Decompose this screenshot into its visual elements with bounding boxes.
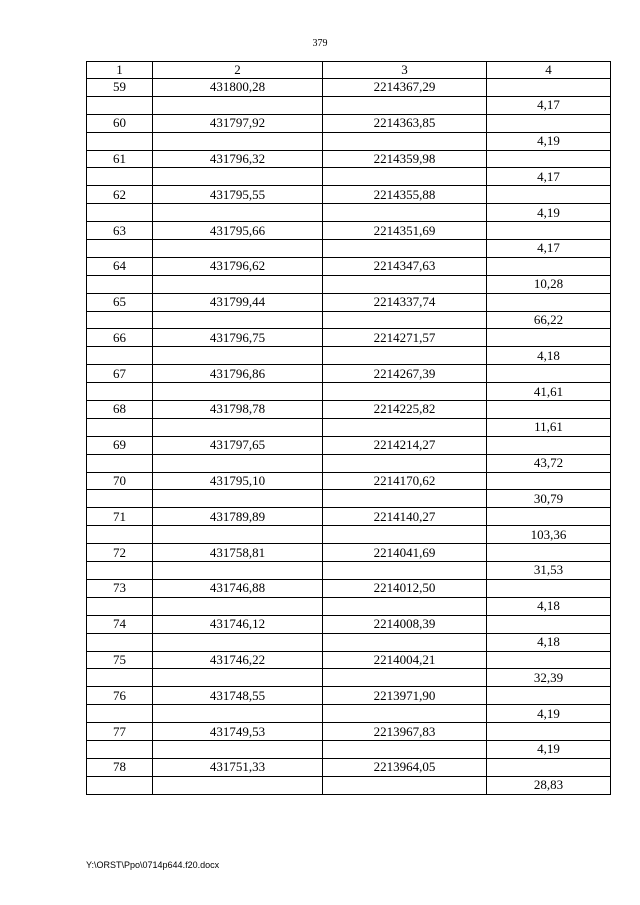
empty-cell: [323, 240, 487, 258]
x-coordinate-cell: 431796,62: [153, 257, 323, 275]
x-coordinate-cell: 431796,86: [153, 365, 323, 383]
empty-cell: [487, 114, 611, 132]
y-coordinate-cell: 2214012,50: [323, 579, 487, 597]
table-row: [87, 472, 611, 490]
empty-cell: [87, 275, 153, 293]
point-number-cell: 70: [87, 472, 153, 490]
empty-cell: [87, 526, 153, 544]
empty-cell: [87, 597, 153, 615]
point-number-cell: 65: [87, 293, 153, 311]
empty-cell: [153, 132, 323, 150]
empty-cell: [323, 669, 487, 687]
table-row: [87, 168, 611, 186]
table-row: [87, 329, 611, 347]
table-row: [87, 257, 611, 275]
empty-cell: [323, 740, 487, 758]
empty-cell: [87, 669, 153, 687]
y-coordinate-cell: 2214363,85: [323, 114, 487, 132]
table-row: [87, 436, 611, 454]
table-row: [87, 79, 611, 97]
distance-cell: 66,22: [487, 311, 611, 329]
empty-cell: [87, 562, 153, 580]
empty-cell: [487, 758, 611, 776]
x-coordinate-cell: 431789,89: [153, 508, 323, 526]
y-coordinate-cell: 2214337,74: [323, 293, 487, 311]
table-row: [87, 615, 611, 633]
empty-cell: [153, 168, 323, 186]
x-coordinate-cell: 431758,81: [153, 544, 323, 562]
empty-cell: [487, 401, 611, 419]
column-header: 3: [323, 62, 487, 79]
table-row: [87, 150, 611, 168]
table-row: [87, 562, 611, 580]
table-row: [87, 633, 611, 651]
empty-cell: [323, 776, 487, 794]
empty-cell: [87, 454, 153, 472]
point-number-cell: 67: [87, 365, 153, 383]
empty-cell: [487, 365, 611, 383]
empty-cell: [87, 168, 153, 186]
x-coordinate-cell: 431796,32: [153, 150, 323, 168]
empty-cell: [87, 240, 153, 258]
empty-cell: [153, 383, 323, 401]
point-number-cell: 71: [87, 508, 153, 526]
table-row: [87, 723, 611, 741]
column-header: 4: [487, 62, 611, 79]
table-row: [87, 383, 611, 401]
point-number-cell: 69: [87, 436, 153, 454]
empty-cell: [323, 204, 487, 222]
x-coordinate-cell: 431746,22: [153, 651, 323, 669]
table-row: [87, 740, 611, 758]
point-number-cell: 61: [87, 150, 153, 168]
table-row: [87, 526, 611, 544]
empty-cell: [87, 204, 153, 222]
empty-cell: [153, 454, 323, 472]
point-number-cell: 59: [87, 79, 153, 97]
y-coordinate-cell: 2214267,39: [323, 365, 487, 383]
empty-cell: [153, 204, 323, 222]
x-coordinate-cell: 431749,53: [153, 723, 323, 741]
y-coordinate-cell: 2214347,63: [323, 257, 487, 275]
empty-cell: [153, 705, 323, 723]
point-number-cell: 76: [87, 687, 153, 705]
empty-cell: [87, 776, 153, 794]
empty-cell: [323, 454, 487, 472]
table-row: [87, 508, 611, 526]
point-number-cell: 66: [87, 329, 153, 347]
distance-cell: 28,83: [487, 776, 611, 794]
point-number-cell: 60: [87, 114, 153, 132]
table-row: [87, 132, 611, 150]
empty-cell: [323, 347, 487, 365]
empty-cell: [87, 311, 153, 329]
empty-cell: [323, 383, 487, 401]
distance-cell: 4,19: [487, 740, 611, 758]
table-row: [87, 347, 611, 365]
x-coordinate-cell: 431795,10: [153, 472, 323, 490]
empty-cell: [153, 633, 323, 651]
distance-cell: 4,17: [487, 96, 611, 114]
empty-cell: [153, 562, 323, 580]
table-header-row: [87, 62, 611, 79]
empty-cell: [87, 705, 153, 723]
y-coordinate-cell: 2213967,83: [323, 723, 487, 741]
x-coordinate-cell: 431751,33: [153, 758, 323, 776]
empty-cell: [487, 544, 611, 562]
empty-cell: [153, 597, 323, 615]
table-row: [87, 776, 611, 794]
y-coordinate-cell: 2214355,88: [323, 186, 487, 204]
empty-cell: [487, 651, 611, 669]
y-coordinate-cell: 2214140,27: [323, 508, 487, 526]
empty-cell: [87, 633, 153, 651]
table-row: [87, 454, 611, 472]
x-coordinate-cell: 431800,28: [153, 79, 323, 97]
table-row: [87, 275, 611, 293]
empty-cell: [87, 490, 153, 508]
empty-cell: [487, 436, 611, 454]
y-coordinate-cell: 2214225,82: [323, 401, 487, 419]
empty-cell: [487, 222, 611, 240]
y-coordinate-cell: 2214367,29: [323, 79, 487, 97]
distance-cell: 10,28: [487, 275, 611, 293]
distance-cell: 4,19: [487, 204, 611, 222]
empty-cell: [323, 418, 487, 436]
table-row: [87, 293, 611, 311]
distance-cell: 31,53: [487, 562, 611, 580]
distance-cell: 4,18: [487, 597, 611, 615]
y-coordinate-cell: 2214271,57: [323, 329, 487, 347]
empty-cell: [487, 79, 611, 97]
empty-cell: [153, 669, 323, 687]
empty-cell: [487, 472, 611, 490]
empty-cell: [87, 418, 153, 436]
point-number-cell: 75: [87, 651, 153, 669]
x-coordinate-cell: 431746,12: [153, 615, 323, 633]
table-row: [87, 240, 611, 258]
empty-cell: [487, 293, 611, 311]
empty-cell: [487, 329, 611, 347]
column-header: 1: [87, 62, 153, 79]
x-coordinate-cell: 431797,92: [153, 114, 323, 132]
point-number-cell: 72: [87, 544, 153, 562]
distance-cell: 30,79: [487, 490, 611, 508]
empty-cell: [153, 418, 323, 436]
table-row: [87, 311, 611, 329]
x-coordinate-cell: 431746,88: [153, 579, 323, 597]
empty-cell: [153, 96, 323, 114]
table-row: [87, 365, 611, 383]
coordinates-table: [86, 61, 611, 795]
empty-cell: [323, 311, 487, 329]
empty-cell: [487, 257, 611, 275]
y-coordinate-cell: 2214041,69: [323, 544, 487, 562]
y-coordinate-cell: 2213964,05: [323, 758, 487, 776]
empty-cell: [487, 150, 611, 168]
empty-cell: [87, 132, 153, 150]
empty-cell: [87, 740, 153, 758]
empty-cell: [323, 275, 487, 293]
distance-cell: 4,17: [487, 168, 611, 186]
distance-cell: 43,72: [487, 454, 611, 472]
empty-cell: [323, 96, 487, 114]
distance-cell: 4,18: [487, 347, 611, 365]
table-row: [87, 114, 611, 132]
table-row: [87, 186, 611, 204]
y-coordinate-cell: 2214170,62: [323, 472, 487, 490]
point-number-cell: 68: [87, 401, 153, 419]
empty-cell: [487, 723, 611, 741]
y-coordinate-cell: 2214359,98: [323, 150, 487, 168]
table-row: [87, 204, 611, 222]
empty-cell: [87, 347, 153, 365]
empty-cell: [153, 240, 323, 258]
y-coordinate-cell: 2214004,21: [323, 651, 487, 669]
table-row: [87, 579, 611, 597]
table-row: [87, 687, 611, 705]
empty-cell: [487, 508, 611, 526]
table-row: [87, 705, 611, 723]
point-number-cell: 73: [87, 579, 153, 597]
y-coordinate-cell: 2214008,39: [323, 615, 487, 633]
point-number-cell: 64: [87, 257, 153, 275]
table-row: [87, 651, 611, 669]
empty-cell: [153, 347, 323, 365]
point-number-cell: 62: [87, 186, 153, 204]
empty-cell: [323, 168, 487, 186]
empty-cell: [323, 562, 487, 580]
x-coordinate-cell: 431795,66: [153, 222, 323, 240]
distance-cell: 4,19: [487, 705, 611, 723]
y-coordinate-cell: 2214351,69: [323, 222, 487, 240]
empty-cell: [323, 490, 487, 508]
empty-cell: [487, 579, 611, 597]
distance-cell: 41,61: [487, 383, 611, 401]
empty-cell: [323, 132, 487, 150]
distance-cell: 11,61: [487, 418, 611, 436]
empty-cell: [153, 776, 323, 794]
x-coordinate-cell: 431798,78: [153, 401, 323, 419]
x-coordinate-cell: 431796,75: [153, 329, 323, 347]
x-coordinate-cell: 431795,55: [153, 186, 323, 204]
empty-cell: [323, 526, 487, 544]
column-header: 2: [153, 62, 323, 79]
empty-cell: [153, 490, 323, 508]
y-coordinate-cell: 2213971,90: [323, 687, 487, 705]
point-number-cell: 74: [87, 615, 153, 633]
table-row: [87, 418, 611, 436]
table-row: [87, 669, 611, 687]
point-number-cell: 77: [87, 723, 153, 741]
empty-cell: [153, 311, 323, 329]
table-row: [87, 597, 611, 615]
point-number-cell: 78: [87, 758, 153, 776]
empty-cell: [323, 597, 487, 615]
empty-cell: [153, 526, 323, 544]
distance-cell: 4,19: [487, 132, 611, 150]
empty-cell: [487, 615, 611, 633]
empty-cell: [87, 383, 153, 401]
x-coordinate-cell: 431748,55: [153, 687, 323, 705]
empty-cell: [87, 96, 153, 114]
empty-cell: [323, 633, 487, 651]
table-row: [87, 222, 611, 240]
empty-cell: [153, 275, 323, 293]
table-row: [87, 96, 611, 114]
table-row: [87, 544, 611, 562]
distance-cell: 4,17: [487, 240, 611, 258]
empty-cell: [487, 687, 611, 705]
table-row: [87, 490, 611, 508]
table-row: [87, 758, 611, 776]
x-coordinate-cell: 431799,44: [153, 293, 323, 311]
table-row: [87, 401, 611, 419]
empty-cell: [323, 705, 487, 723]
x-coordinate-cell: 431797,65: [153, 436, 323, 454]
file-path-footer: Y:\ORST\Ppo\0714p644.f20.docx: [86, 860, 220, 870]
distance-cell: 32,39: [487, 669, 611, 687]
point-number-cell: 63: [87, 222, 153, 240]
distance-cell: 103,36: [487, 526, 611, 544]
empty-cell: [153, 740, 323, 758]
y-coordinate-cell: 2214214,27: [323, 436, 487, 454]
empty-cell: [487, 186, 611, 204]
distance-cell: 4,18: [487, 633, 611, 651]
page-number: 379: [312, 38, 328, 49]
